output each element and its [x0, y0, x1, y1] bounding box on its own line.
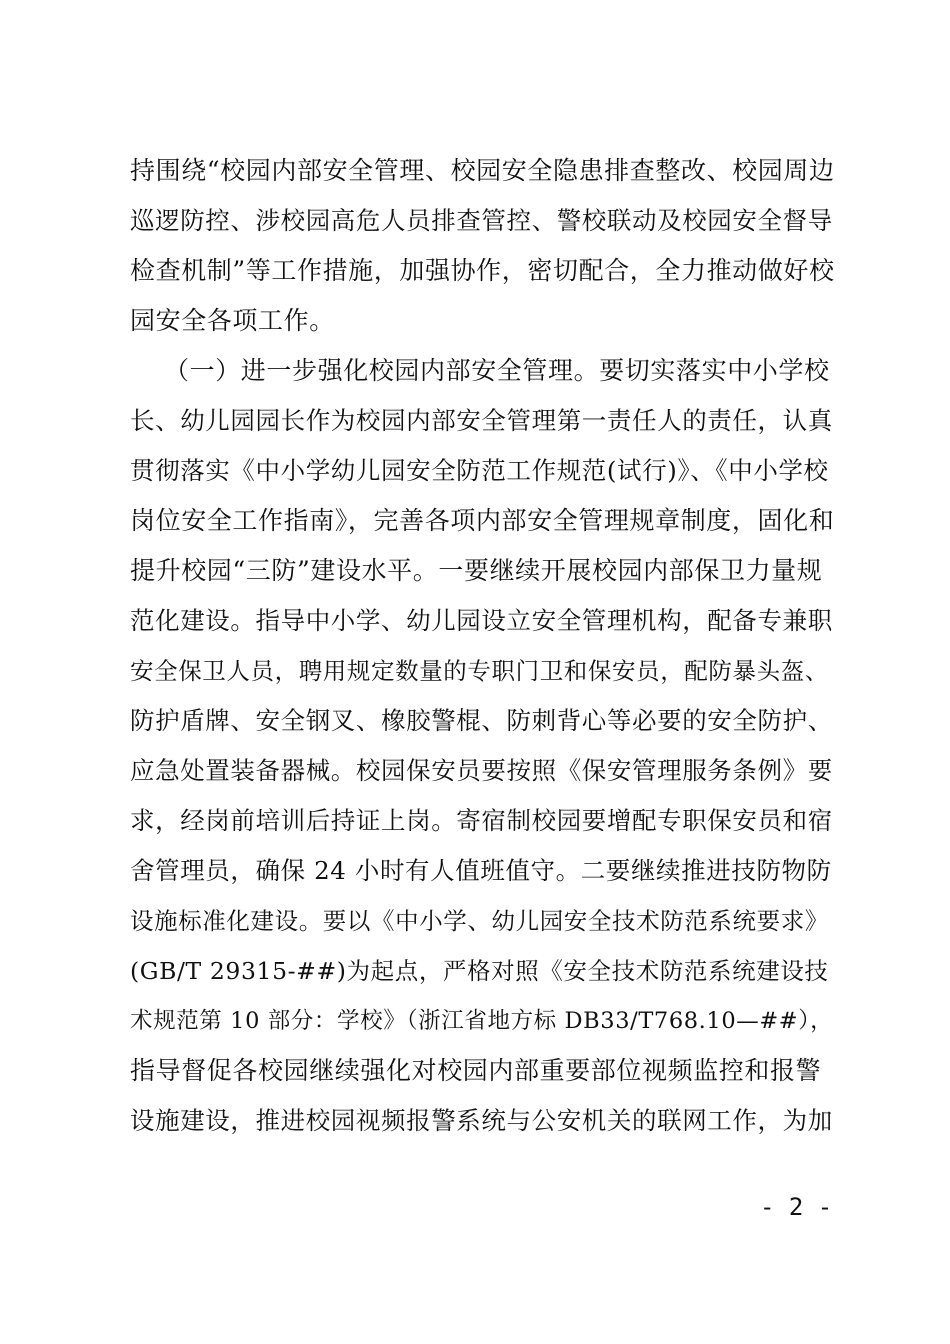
section-heading-line: （一）进一步强化校园内部安全管理。要切实落实中小学校	[164, 356, 830, 385]
text-line: 贯彻落实《中小学幼儿园安全防范工作规范(试行)》、《中小学校	[130, 456, 829, 485]
page-number: - 2 -	[760, 1193, 833, 1221]
text-line: 园安全各项工作。	[130, 306, 335, 335]
text-line: 安全保卫人员，聘用规定数量的专职门卫和保安员，配防暴头盔、	[130, 657, 829, 685]
text-line: 求，经岗前培训后持证上岗。寄宿制校园要增配专职保安员和宿	[130, 806, 833, 835]
text-line: 应急处置装备器械。校园保安员要按照《保安管理服务条例》要	[130, 756, 833, 785]
text-line: 岗位安全工作指南》，完善各项内部安全管理规章制度，固化和	[130, 506, 835, 535]
text-line: 巡逻防控、涉校园高危人员排查管控、警校联动及校园安全督导	[130, 206, 833, 235]
text-line: 设施标准化建设。要以《中小学、幼儿园安全技术防范系统要求》	[130, 907, 829, 935]
text-line: 持围绕“校园内部安全管理、校园安全隐患排查整改、校园周边	[130, 156, 835, 185]
text-line: 术规范第 10 部分：学校》（浙江省地方标 DB33/T768.10—##），	[130, 1008, 834, 1034]
text-line: 长、幼儿园园长作为校园内部安全管理第一责任人的责任，认真	[130, 406, 833, 435]
text-line: 防护盾牌、安全钢叉、橡胶警棍、防刺背心等必要的安全防护、	[130, 706, 833, 735]
text-line: 指导督促各校园继续强化对校园内部重要部位视频监控和报警	[130, 1056, 822, 1085]
text-line: 范化建设。指导中小学、幼儿园设立安全管理机构，配备专兼职	[130, 606, 833, 635]
text-line: 提升校园“三防”建设水平。一要继续开展校园内部保卫力量规	[130, 556, 823, 585]
text-line: 设施建设，推进校园视频报警系统与公安机关的联网工作，为加	[130, 1106, 833, 1135]
text-line: 舍管理员，确保 24 小时有人值班值守。二要继续推进技防物防	[130, 856, 832, 885]
text-line: 检查机制”等工作措施，加强协作，密切配合，全力推动做好校	[130, 256, 835, 285]
text-line: (GB/T 29315-##)为起点，严格对照《安全技术防范系统建设技	[130, 957, 829, 985]
